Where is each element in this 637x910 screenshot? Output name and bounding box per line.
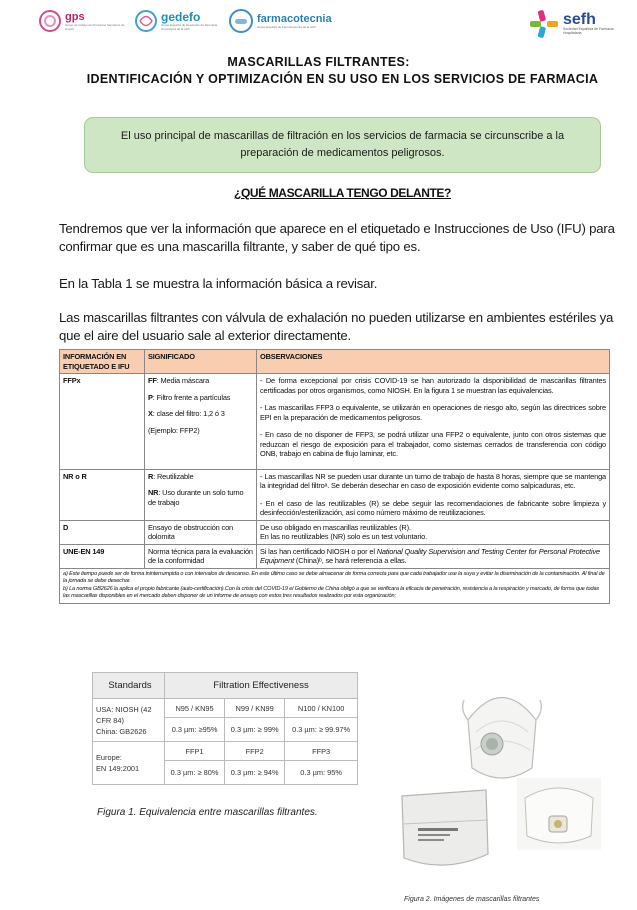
usa-label: USA: NIOSH (42 CFR 84): [96, 704, 152, 725]
table-header-info: INFORMACIÓN EN ETIQUETADO E IFU: [60, 350, 145, 374]
ffp-p-key: P: [148, 392, 153, 402]
table-footnotes-row: [60, 568, 610, 603]
ffp-x-value: : clase del filtro: 1,2 ó 3: [152, 409, 225, 418]
filtration-col-header: Filtration Effectiveness: [165, 673, 358, 699]
eu-value-2: 0.3 µm: ≥ 94%: [225, 761, 285, 785]
eu-header-3: FFP3: [285, 742, 358, 761]
valved-mask-image: [458, 680, 546, 790]
table-reference-paragraph: En la Tabla 1 se muestra la información básica a revisar.: [59, 276, 378, 291]
gps-logo-name: gps: [65, 11, 85, 23]
gedefo-logo-subtitle: Grupo Español de Desarrollo de Farmacia Oncológica de la sefh: [161, 23, 218, 31]
table-row-ffp: [60, 374, 610, 470]
footnote-a: a) Este tiempo puede ser de forma ininterrumpida o con intervalos de descanso. En este último caso se debe almacenar de forma correcta para que cada trabajador use la suya y evitar la diseminación de la contaminación. Al final de la jornada se debe desechar.: [63, 570, 605, 584]
sefh-logo-name: sefh: [563, 11, 596, 28]
row-meaning-nr: [145, 469, 257, 520]
nr-observation-1: - Las mascarillas NR se pueden usar durante un turno de trabajo de hasta 8 horas, siempre que se mantenga la integridad del filtroᵃ. Se deberán desechar en caso de exposición evidente como salpicaduras, etc.: [260, 471, 606, 490]
page-subtitle: IDENTIFICACIÓN Y OPTIMIZACIÓN EN SU USO EN LOS SERVICIOS DE FARMACIA: [86, 72, 599, 86]
footnote-b: b) La norma GB2626 la aplica el propio fabricante (auto-certificación).Con la crisis del COVID-19 el Gobierno de China obligó a que se verificara la eficacia de penetración, resistencia a la respiración y marcado, de forma que todas las mascarillas disponibles en el mercado deben disponer de un informe de ensayo con estos tres resultados realizados por esta organización;: [63, 585, 600, 599]
row-label-ffp: FFPx: [60, 374, 145, 470]
row-label-une: UNE-EN 149: [60, 544, 145, 568]
standards-header-row: [93, 673, 358, 699]
valve-warning-paragraph: Las mascarillas filtrantes con válvula de exhalación no pueden utilizarse en ambientes estériles ya que el aire del usuario sale al exterior directamente.: [59, 310, 614, 343]
d-observation-1: De uso obligado en mascarillas reutilizables (R).: [260, 522, 411, 532]
row-label-nr: NR o R: [60, 469, 145, 520]
gps-logo-icon: [38, 8, 62, 34]
eu-header-2: FFP2: [225, 742, 285, 761]
usa-header-3: N100 / KN100: [285, 699, 358, 718]
ffp-observation-1: - De forma excepcional por crisis COVID-19 se han autorizado la disponibilidad de mascarillas filtrantes certificadas por otros organismos, como NIOSH. En la figura 1 se muestran las equivalencias.: [260, 376, 606, 395]
sefh-logo-icon: [528, 8, 560, 40]
gedefo-logo-name: gedefo: [161, 10, 201, 24]
section-heading: ¿QUÉ MASCARILLA TENGO DELANTE?: [234, 186, 451, 200]
nr-r-value: : Reutilizable: [153, 471, 194, 481]
usa-value-1: 0.3 µm: ≥95%: [165, 718, 225, 742]
ffp-observation-3: - En caso de no disponer de FFP3, se podrá utilizar una FFP2 o equivalente, junto con otros sistemas que reduzcan el riesgo de exposición para el trabajador, como sistemas cerrados de transferencia con código ONB, trabajo en cabina de flujo laminar, etc.: [260, 430, 606, 458]
une-observation-italic: National Quality Supervision and Testing Center for Personal Protective Equipment: [260, 546, 600, 565]
row-label-d: D: [60, 520, 145, 544]
row-meaning-d: Ensayo de obstrucción con dolomita: [145, 520, 257, 544]
usa-value-2: 0.3 µm: ≥ 99%: [225, 718, 285, 742]
gedefo-logo: [134, 8, 223, 34]
eu-value-3: 0.3 µm: 95%: [285, 761, 358, 785]
usa-header-1: N95 / KN95: [165, 699, 225, 718]
page-title: MASCARILLAS FILTRANTES:: [227, 55, 410, 69]
ffp-p-value: : Filtro frente a partículas: [152, 392, 231, 402]
figure-1-caption: Figura 1. Equivalencia entre mascarillas filtrantes.: [97, 807, 318, 818]
usa-value-3: 0.3 µm: ≥ 99.97%: [285, 718, 358, 742]
standards-col-header: Standards: [93, 673, 165, 699]
gedefo-logo-icon: [134, 8, 158, 34]
figure-2-caption: Figura 2. Imágenes de mascarillas filtrantes: [404, 896, 540, 903]
une-observation-pre: Si las han certificado NIOSH o por el: [260, 546, 377, 556]
usa-header-2: N99 / KN99: [225, 699, 285, 718]
china-label: China: GB2626: [96, 726, 147, 736]
table-header-observations: OBSERVACIONES: [257, 350, 610, 374]
table-row-une: [60, 544, 610, 568]
europe-standard: EN 149:2001: [96, 764, 140, 773]
sefh-logo: [528, 8, 623, 40]
labeling-info-table: [59, 349, 610, 604]
row-meaning-ffp: [145, 374, 257, 470]
eu-header-1: FFP1: [165, 742, 225, 761]
intro-paragraph: Tendremos que ver la información que aparece en el etiquetado e Instrucciones de Uso (IFU) para confirmar que es una mascarilla filtrante, y saber de qué tipo es.: [59, 221, 615, 254]
table-row-nr: [60, 469, 610, 520]
standards-table: [92, 672, 358, 785]
white-valved-mask-image: [517, 778, 601, 850]
farmacotecnia-logo-subtitle: Grupo Español de Farmacotecnia de la sefh: [257, 25, 316, 29]
ffp-example: (Ejemplo: FFP2): [148, 425, 200, 435]
row-observations-nr: [257, 469, 610, 520]
eu-headers-row: [93, 742, 358, 761]
nr-r-key: R: [148, 471, 154, 481]
europe-label: Europe:: [96, 753, 122, 762]
sefh-logo-subtitle: Sociedad Española de Farmacia Hospitalaria: [563, 27, 614, 35]
farmacotecnia-logo-name: farmacotecnia: [257, 13, 332, 25]
row-observations-ffp: [257, 374, 610, 470]
farmacotecnia-logo-icon: [228, 8, 254, 34]
table-header-row: [60, 350, 610, 374]
row-meaning-une: Norma técnica para la evaluación de la conformidad: [145, 544, 257, 568]
eu-value-1: 0.3 µm: ≥ 80%: [165, 761, 225, 785]
nr-nr-key: NR: [148, 488, 159, 497]
table-header-meaning: SIGNIFICADO: [145, 350, 257, 374]
une-observation-post: (China)ᵇ, se hará referencia a ellas.: [293, 556, 407, 565]
nr-observation-2: - En el caso de las reutilizables (R) se debe seguir las recomendaciones de fabricante sobre limpieza y desinfección/esterilización, así como número máximo de reutilizaciones.: [260, 498, 606, 517]
folded-mask-image: [398, 784, 492, 876]
ffp-observation-2: - Las mascarillas FFP3 o equivalente, se utilizarán en operaciones de riesgo alto, según las directrices sobre EPI en la preparación de medicamentos peligrosos.: [260, 403, 606, 422]
gps-logo: [38, 8, 127, 34]
ffp-ff-value: : Media máscara: [156, 376, 210, 385]
europe-label-cell: [93, 742, 165, 785]
highlight-text: El uso principal de mascarillas de filtración en los servicios de farmacia se circunscribe a la preparación de medicamentos peligrosos.: [120, 130, 565, 159]
ffp-ff-key: FF: [148, 376, 157, 385]
d-observation-2: En las no reutilizables (NR) solo es un test voluntario.: [260, 532, 428, 541]
usa-china-label: [93, 699, 165, 742]
highlight-box: [84, 117, 601, 173]
farmacotecnia-logo: [228, 8, 332, 34]
gps-logo-subtitle: Grupo de trabajo de Productos Sanitarios de la sefh: [65, 23, 125, 31]
row-observations-d: [257, 520, 610, 544]
usa-headers-row: [93, 699, 358, 718]
row-observations-une: [257, 544, 610, 568]
nr-nr-value: : Uso durante un solo turno de trabajo: [148, 488, 244, 507]
table-footnotes: [60, 568, 610, 603]
ffp-x-key: X: [148, 409, 153, 418]
table-row-d: [60, 520, 610, 544]
